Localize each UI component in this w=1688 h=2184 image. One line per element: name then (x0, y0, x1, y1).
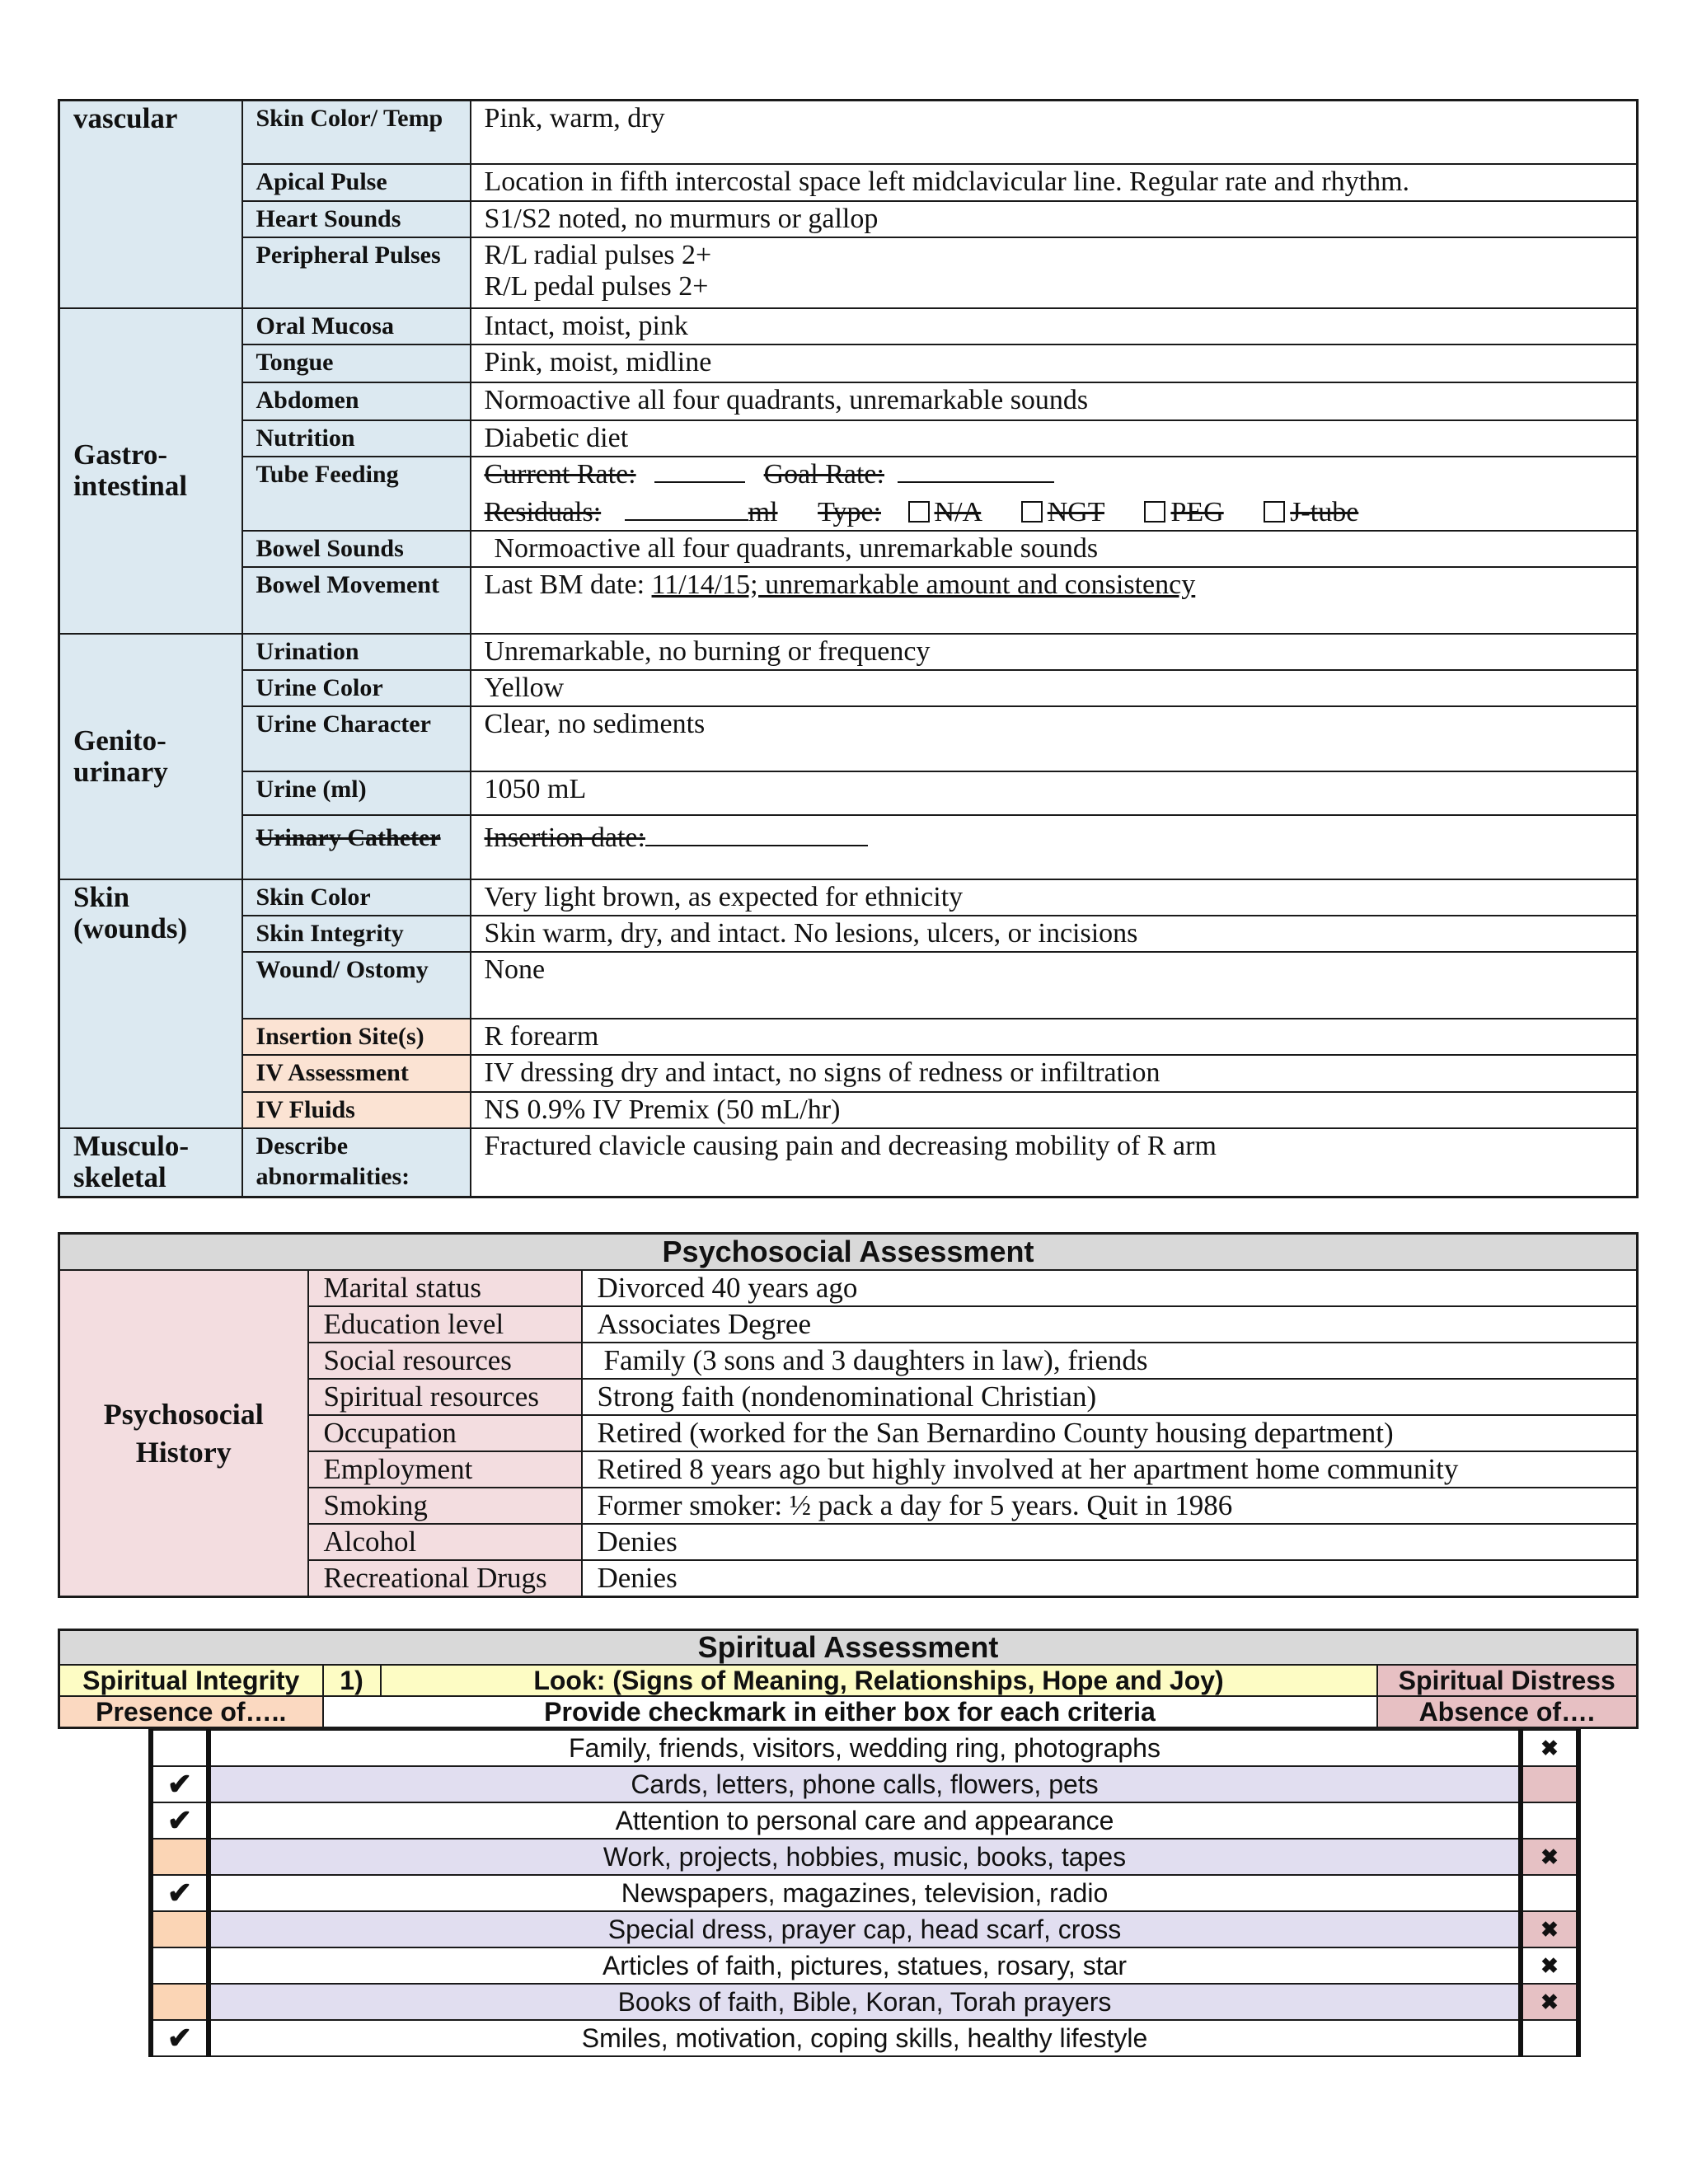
presence-checkbox[interactable] (151, 1947, 209, 1984)
absence-checkbox[interactable]: ✖ (1521, 1947, 1578, 1984)
system-musculo: Musculo- skeletal (59, 1128, 242, 1197)
label-urine-color: Urine Color (242, 670, 471, 706)
psy-value-employment: Retired 8 years ago but highly involved at her apartment home community (582, 1451, 1638, 1488)
criteria-text: Newspapers, magazines, television, radio (209, 1875, 1521, 1911)
label-peripheral-pulses: Peripheral Pulses (242, 237, 471, 308)
spiritual-title: Spiritual Assessment (59, 1630, 1638, 1666)
psy-value-smoking: Former smoker: ½ pack a day for 5 years. Quit in 1986 (582, 1488, 1638, 1524)
label-abdomen: Abdomen (242, 382, 471, 420)
value-insertion-sites: R forearm (471, 1019, 1638, 1055)
label-tongue: Tongue (242, 344, 471, 382)
presence-checkbox[interactable] (151, 1984, 209, 2020)
criteria-text: Books of faith, Bible, Koran, Torah prayers (209, 1984, 1521, 2020)
psy-value-education: Associates Degree (582, 1306, 1638, 1343)
residuals-blank (625, 498, 748, 521)
absence-checkbox[interactable] (1521, 1875, 1578, 1911)
label-nutrition: Nutrition (242, 420, 471, 457)
value-iv-fluids: NS 0.9% IV Premix (50 mL/hr) (471, 1092, 1638, 1128)
absence-checkbox[interactable]: ✖ (1521, 1730, 1578, 1766)
value-skin-color: Very light brown, as expected for ethnicity (471, 879, 1638, 916)
physical-assessment-table (58, 99, 1639, 1198)
ml-label: ml (748, 496, 778, 527)
radial-pulses: R/L radial pulses 2+ (484, 239, 712, 270)
option-ngt: NGT (1047, 496, 1104, 527)
psy-value-spiritual: Strong faith (nondenominational Christian) (582, 1379, 1638, 1415)
label-iv-assessment: IV Assessment (242, 1055, 471, 1092)
criteria-row (151, 1911, 1578, 1947)
value-bowel-sounds: Normoactive all four quadrants, unremarkable sounds (471, 531, 1638, 567)
pedal-pulses: R/L pedal pulses 2+ (484, 270, 709, 302)
label-tube-feeding: Tube Feeding (242, 457, 471, 531)
presence-checkbox[interactable] (151, 1839, 209, 1875)
psy-label-spiritual: Spiritual resources (308, 1379, 582, 1415)
absence-checkbox[interactable]: ✖ (1521, 1911, 1578, 1947)
option-na: N/A (934, 496, 982, 527)
presence-checkbox[interactable]: ✔ (151, 1802, 209, 1839)
label-oral-mucosa: Oral Mucosa (242, 308, 471, 344)
criteria-row (151, 1875, 1578, 1911)
goal-rate-label: Goal Rate: (763, 458, 884, 490)
insertion-date-label: Insertion date: (484, 822, 645, 853)
peg-checkbox[interactable] (1144, 501, 1165, 523)
criteria-row (151, 1802, 1578, 1839)
value-skin-integrity: Skin warm, dry, and intact. No lesions, ulcers, or incisions (471, 916, 1638, 952)
absence-checkbox[interactable]: ✖ (1521, 1839, 1578, 1875)
system-genito: Genito- urinary (59, 634, 242, 879)
label-bowel-sounds: Bowel Sounds (242, 531, 471, 567)
psy-label-drugs: Recreational Drugs (308, 1560, 582, 1597)
label-urine-ml: Urine (ml) (242, 771, 471, 815)
label-bowel-movement: Bowel Movement (242, 567, 471, 634)
spiritual-integrity-header: Spiritual Integrity (59, 1665, 323, 1696)
insertion-date-blank (645, 823, 868, 846)
psy-value-occupation: Retired (worked for the San Bernardino County housing department) (582, 1415, 1638, 1451)
label-iv-fluids: IV Fluids (242, 1092, 471, 1128)
psychosocial-title: Psychosocial Assessment (59, 1234, 1638, 1271)
absence-checkbox[interactable] (1521, 2020, 1578, 2056)
psy-value-alcohol: Denies (582, 1524, 1638, 1560)
goal-rate-blank (898, 460, 1054, 483)
criteria-text: Attention to personal care and appearance (209, 1802, 1521, 1839)
value-urination: Unremarkable, no burning or frequency (471, 634, 1638, 670)
criteria-row (151, 2020, 1578, 2056)
spiritual-criteria-table (148, 1729, 1581, 2057)
label-apical-pulse: Apical Pulse (242, 164, 471, 201)
checkmark-instruction: Provide checkmark in either box for each criteria (323, 1696, 1377, 1728)
presence-checkbox[interactable] (151, 1911, 209, 1947)
psy-label-marital: Marital status (308, 1270, 582, 1306)
criteria-text: Cards, letters, phone calls, flowers, pets (209, 1766, 1521, 1802)
label-urinary-catheter (242, 815, 471, 879)
current-rate-blank (654, 460, 745, 483)
label-urine-character: Urine Character (242, 706, 471, 771)
look-number: 1) (323, 1665, 381, 1696)
label-skin-integrity: Skin Integrity (242, 916, 471, 952)
look-header: Look: (Signs of Meaning, Relationships, Hope and Joy) (381, 1665, 1377, 1696)
psy-value-drugs: Denies (582, 1560, 1638, 1597)
criteria-row (151, 1947, 1578, 1984)
criteria-row (151, 1766, 1578, 1802)
label-wound-ostomy: Wound/ Ostomy (242, 952, 471, 1019)
criteria-text: Family, friends, visitors, wedding ring, photographs (209, 1730, 1521, 1766)
criteria-row (151, 1984, 1578, 2020)
current-rate-label: Current Rate: (484, 458, 636, 490)
value-wound-ostomy: None (471, 952, 1638, 1019)
value-tongue: Pink, moist, midline (471, 344, 1638, 382)
value-oral-mucosa: Intact, moist, pink (471, 308, 1638, 344)
absence-checkbox[interactable] (1521, 1802, 1578, 1839)
value-peripheral-pulses (471, 237, 1638, 308)
value-nutrition: Diabetic diet (471, 420, 1638, 457)
psy-label-education: Education level (308, 1306, 582, 1343)
psy-label-smoking: Smoking (308, 1488, 582, 1524)
psy-value-social: Family (3 sons and 3 daughters in law), friends (582, 1343, 1638, 1379)
label-insertion-sites: Insertion Site(s) (242, 1019, 471, 1055)
label-describe-abnormalities: Describe abnormalities: (242, 1128, 471, 1197)
system-gastro: Gastro- intestinal (59, 308, 242, 634)
psy-label-employment: Employment (308, 1451, 582, 1488)
psy-label-alcohol: Alcohol (308, 1524, 582, 1560)
urinary-catheter-text: Urinary Catheter (256, 823, 441, 851)
spiritual-distress-header: Spiritual Distress (1377, 1665, 1638, 1696)
label-skin-color-temp: Skin Color/ Temp (242, 101, 471, 164)
system-cardiovascular: vascular (59, 101, 242, 308)
psychosocial-table (58, 1232, 1639, 1598)
presence-of-header: Presence of….. (59, 1696, 323, 1728)
system-skin: Skin (wounds) (59, 879, 242, 1128)
value-tube-feeding (471, 457, 1638, 531)
criteria-text: Articles of faith, pictures, statues, rosary, star (209, 1947, 1521, 1984)
value-heart-sounds: S1/S2 noted, no murmurs or gallop (471, 201, 1638, 237)
criteria-row (151, 1730, 1578, 1766)
label-heart-sounds: Heart Sounds (242, 201, 471, 237)
presence-checkbox[interactable]: ✔ (151, 1875, 209, 1911)
na-checkbox[interactable] (908, 501, 930, 523)
psy-value-marital: Divorced 40 years ago (582, 1270, 1638, 1306)
value-skin-color-temp: Pink, warm, dry (471, 101, 1638, 164)
psy-label-social: Social resources (308, 1343, 582, 1379)
value-urine-color: Yellow (471, 670, 1638, 706)
absence-of-header: Absence of…. (1377, 1696, 1638, 1728)
value-apical-pulse: Location in fifth intercostal space left midclavicular line. Regular rate and rhythm. (471, 164, 1638, 201)
jtube-checkbox[interactable] (1264, 501, 1285, 523)
ngt-checkbox[interactable] (1021, 501, 1043, 523)
value-iv-assessment: IV dressing dry and intact, no signs of redness or infiltration (471, 1055, 1638, 1092)
presence-checkbox[interactable] (151, 1730, 209, 1766)
label-urination: Urination (242, 634, 471, 670)
value-urine-character: Clear, no sediments (471, 706, 1638, 771)
option-jtube: J-tube (1290, 496, 1359, 527)
value-describe-abnormalities: Fractured clavicle causing pain and decreasing mobility of R arm (471, 1128, 1638, 1197)
value-abdomen: Normoactive all four quadrants, unremarkable sounds (471, 382, 1638, 420)
type-label: Type: (818, 496, 882, 527)
value-bowel-movement (471, 567, 1638, 634)
criteria-row (151, 1839, 1578, 1875)
spiritual-table (58, 1629, 1639, 1729)
residuals-label: Residuals: (484, 496, 602, 527)
criteria-text: Smiles, motivation, coping skills, healthy lifestyle (209, 2020, 1521, 2056)
presence-checkbox[interactable]: ✔ (151, 1766, 209, 1802)
value-urinary-catheter (471, 815, 1638, 879)
value-urine-ml: 1050 mL (471, 771, 1638, 815)
option-peg: PEG (1170, 496, 1224, 527)
last-bm-prefix: Last BM date: (484, 569, 652, 600)
presence-checkbox[interactable]: ✔ (151, 2020, 209, 2056)
criteria-text: Special dress, prayer cap, head scarf, cross (209, 1911, 1521, 1947)
last-bm-value: 11/14/15; unremarkable amount and consistency (651, 569, 1196, 600)
criteria-text: Work, projects, hobbies, music, books, tapes (209, 1839, 1521, 1875)
label-skin-color: Skin Color (242, 879, 471, 916)
absence-checkbox[interactable]: ✖ (1521, 1984, 1578, 2020)
psy-label-occupation: Occupation (308, 1415, 582, 1451)
psychosocial-history-label: Psychosocial History (59, 1270, 308, 1597)
absence-checkbox[interactable] (1521, 1766, 1578, 1802)
